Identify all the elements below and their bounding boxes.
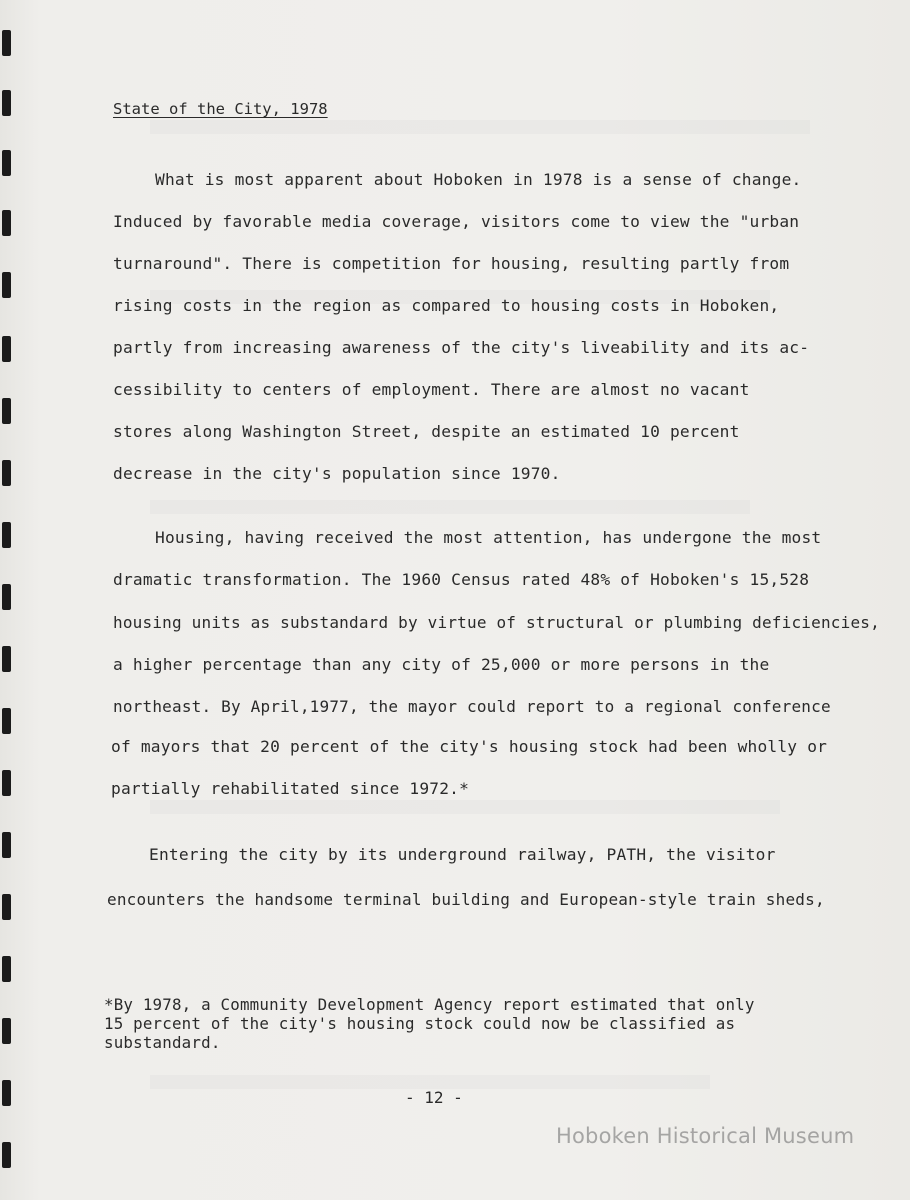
binding-hole (2, 956, 11, 982)
binding-hole (2, 398, 11, 424)
binding-hole (2, 708, 11, 734)
binding-hole (2, 90, 11, 116)
text-line: cessibility to centers of employment. There are almost no vacant (113, 380, 750, 399)
text-line: northeast. By April,1977, the mayor could report to a regional conference (113, 697, 831, 716)
binding-hole (2, 336, 11, 362)
text-line: of mayors that 20 percent of the city's housing stock had been wholly or (111, 737, 828, 756)
binding-hole (2, 1080, 11, 1106)
text-line: What is most apparent about Hoboken in 1978 is a sense of change. (155, 170, 802, 189)
text-line: Housing, having received the most attention, has undergone the most (155, 528, 822, 547)
footnote-line: 15 percent of the city's housing stock could now be classified as (104, 1014, 736, 1033)
binding-hole (2, 1142, 11, 1168)
binding-hole (2, 272, 11, 298)
text-line: Entering the city by its underground railway, PATH, the visitor (149, 845, 776, 864)
text-line: Induced by favorable media coverage, visitors come to view the "urban (113, 212, 800, 231)
text-line: partly from increasing awareness of the city's liveability and its ac- (113, 338, 810, 357)
text-line: decrease in the city's population since 1970. (113, 464, 561, 483)
binding-hole (2, 1018, 11, 1044)
text-line: encounters the handsome terminal building and European-style train sheds, (107, 890, 825, 909)
text-line: dramatic transformation. The 1960 Census rated 48% of Hoboken's 15,528 (113, 570, 810, 589)
binding-hole (2, 584, 11, 610)
page-number: - 12 - (405, 1088, 463, 1107)
spiral-binding (0, 0, 20, 1200)
binding-hole (2, 770, 11, 796)
binding-hole (2, 460, 11, 486)
binding-hole (2, 30, 11, 56)
text-line: stores along Washington Street, despite an estimated 10 percent (113, 422, 740, 441)
binding-hole (2, 894, 11, 920)
footnote-line: substandard. (104, 1033, 221, 1052)
binding-hole (2, 210, 11, 236)
binding-hole (2, 832, 11, 858)
text-line: turnaround". There is competition for housing, resulting partly from (113, 254, 790, 273)
footnote-line: *By 1978, a Community Development Agency report estimated that only (104, 995, 755, 1014)
binding-hole (2, 646, 11, 672)
page-heading: State of the City, 1978 (113, 100, 328, 118)
text-line: a higher percentage than any city of 25,000 or more persons in the (113, 655, 770, 674)
text-line: housing units as substandard by virtue of structural or plumbing deficiencies, (113, 613, 880, 632)
text-line: rising costs in the region as compared to housing costs in Hoboken, (113, 296, 780, 315)
text-line: partially rehabilitated since 1972.* (111, 779, 470, 798)
binding-hole (2, 150, 11, 176)
binding-hole (2, 522, 11, 548)
museum-watermark: Hoboken Historical Museum (556, 1124, 855, 1148)
